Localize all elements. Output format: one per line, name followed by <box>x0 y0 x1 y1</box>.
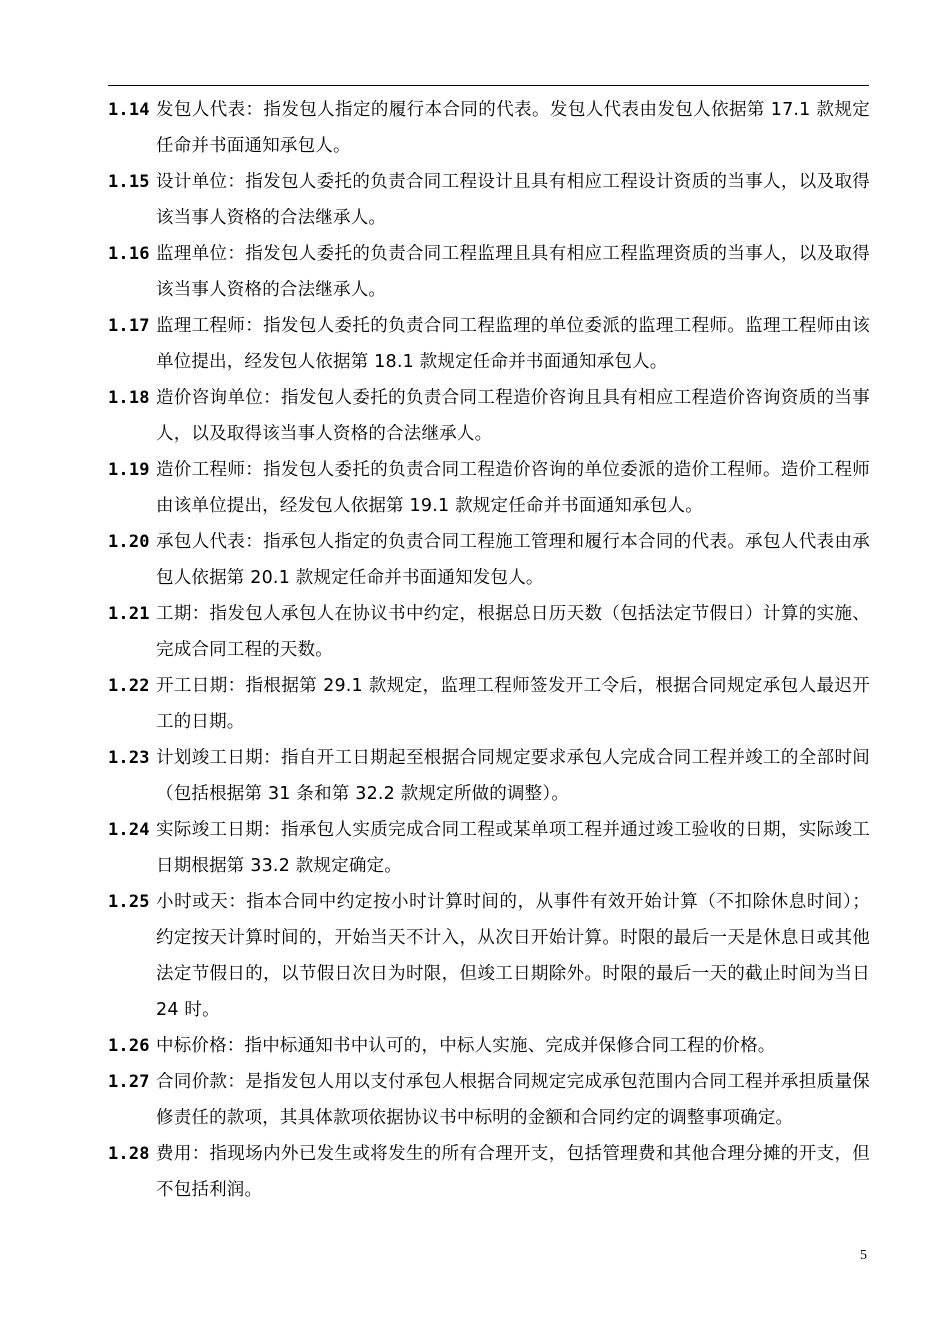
clause-number: 1.21 <box>108 604 150 624</box>
clause-item <box>108 452 870 524</box>
clause-item <box>108 92 870 164</box>
clause-number: 1.18 <box>108 388 150 408</box>
header-rule <box>108 85 869 86</box>
clause-number: 1.19 <box>108 460 150 480</box>
clause-item <box>108 236 870 308</box>
clause-item <box>108 812 870 884</box>
clause-number: 1.24 <box>108 820 150 840</box>
clause-number: 1.14 <box>108 100 150 120</box>
clause-number: 1.25 <box>108 892 150 912</box>
clause-text: 造价咨询单位：指发包人委托的负责合同工程造价咨询且具有相应工程造价咨询资质的当事人，以及取得该当事人资格的合法继承人。 <box>156 388 870 444</box>
clause-item <box>108 308 870 380</box>
clause-number: 1.16 <box>108 244 150 264</box>
clause-text: 发包人代表：指发包人指定的履行本合同的代表。发包人代表由发包人依据第 17.1 款规定任命并书面通知承包人。 <box>156 100 870 156</box>
page-number: 5 <box>860 1248 867 1263</box>
clause-text: 开工日期：指根据第 29.1 款规定，监理工程师签发开工令后，根据合同规定承包人最迟开工的日期。 <box>156 676 870 732</box>
clause-number: 1.28 <box>108 1144 150 1164</box>
clause-number: 1.23 <box>108 748 150 768</box>
clause-number: 1.26 <box>108 1036 150 1056</box>
clause-item <box>108 668 870 740</box>
clause-item <box>108 1136 870 1208</box>
clause-text: 监理单位：指发包人委托的负责合同工程监理且具有相应工程监理资质的当事人，以及取得该当事人资格的合法继承人。 <box>156 244 870 300</box>
clause-item <box>108 740 870 812</box>
clause-text: 工期：指发包人承包人在协议书中约定，根据总日历天数（包括法定节假日）计算的实施、完成合同工程的天数。 <box>156 604 870 660</box>
clause-item <box>108 380 870 452</box>
clause-text: 合同价款：是指发包人用以支付承包人根据合同规定完成承包范围内合同工程并承担质量保修责任的款项，其具体款项依据协议书中标明的金额和合同约定的调整事项确定。 <box>156 1072 870 1128</box>
clause-number: 1.15 <box>108 172 150 192</box>
clause-item <box>108 1028 870 1064</box>
clause-item <box>108 524 870 596</box>
clause-number: 1.27 <box>108 1072 150 1092</box>
clause-item <box>108 1064 870 1136</box>
clause-number: 1.20 <box>108 532 150 552</box>
clause-text: 费用：指现场内外已发生或将发生的所有合理开支，包括管理费和其他合理分摊的开支，但不包括利润。 <box>156 1144 870 1200</box>
clause-list <box>108 92 870 1208</box>
clause-text: 造价工程师：指发包人委托的负责合同工程造价咨询的单位委派的造价工程师。造价工程师由该单位提出，经发包人依据第 19.1 款规定任命并书面通知承包人。 <box>156 460 870 516</box>
clause-text: 承包人代表：指承包人指定的负责合同工程施工管理和履行本合同的代表。承包人代表由承包人依据第 20.1 款规定任命并书面通知发包人。 <box>156 532 870 588</box>
clause-text: 实际竣工日期：指承包人实质完成合同工程或某单项工程并通过竣工验收的日期，实际竣工日期根据第 33.2 款规定确定。 <box>156 820 870 876</box>
clause-item <box>108 884 870 1028</box>
clause-number: 1.22 <box>108 676 150 696</box>
clause-item <box>108 596 870 668</box>
clause-text: 监理工程师：指发包人委托的负责合同工程监理的单位委派的监理工程师。监理工程师由该单位提出，经发包人依据第 18.1 款规定任命并书面通知承包人。 <box>156 316 870 372</box>
clause-text: 小时或天：指本合同中约定按小时计算时间的，从事件有效开始计算（不扣除休息时间）；约定按天计算时间的，开始当天不计入，从次日开始计算。时限的最后一天是休息日或其他法定节假日的，以节假日次日为时限，但竣工日期除外。时限的最后一天的截止时间为当日 24 时。 <box>156 892 870 1020</box>
clause-item <box>108 164 870 236</box>
clause-text: 计划竣工日期：指自开工日期起至根据合同规定要求承包人完成合同工程并竣工的全部时间（包括根据第 31 条和第 32.2 款规定所做的调整）。 <box>156 748 870 804</box>
clause-text: 中标价格：指中标通知书中认可的，中标人实施、完成并保修合同工程的价格。 <box>156 1036 776 1056</box>
clause-number: 1.17 <box>108 316 150 336</box>
clause-text: 设计单位：指发包人委托的负责合同工程设计且具有相应工程设计资质的当事人，以及取得该当事人资格的合法继承人。 <box>156 172 870 228</box>
